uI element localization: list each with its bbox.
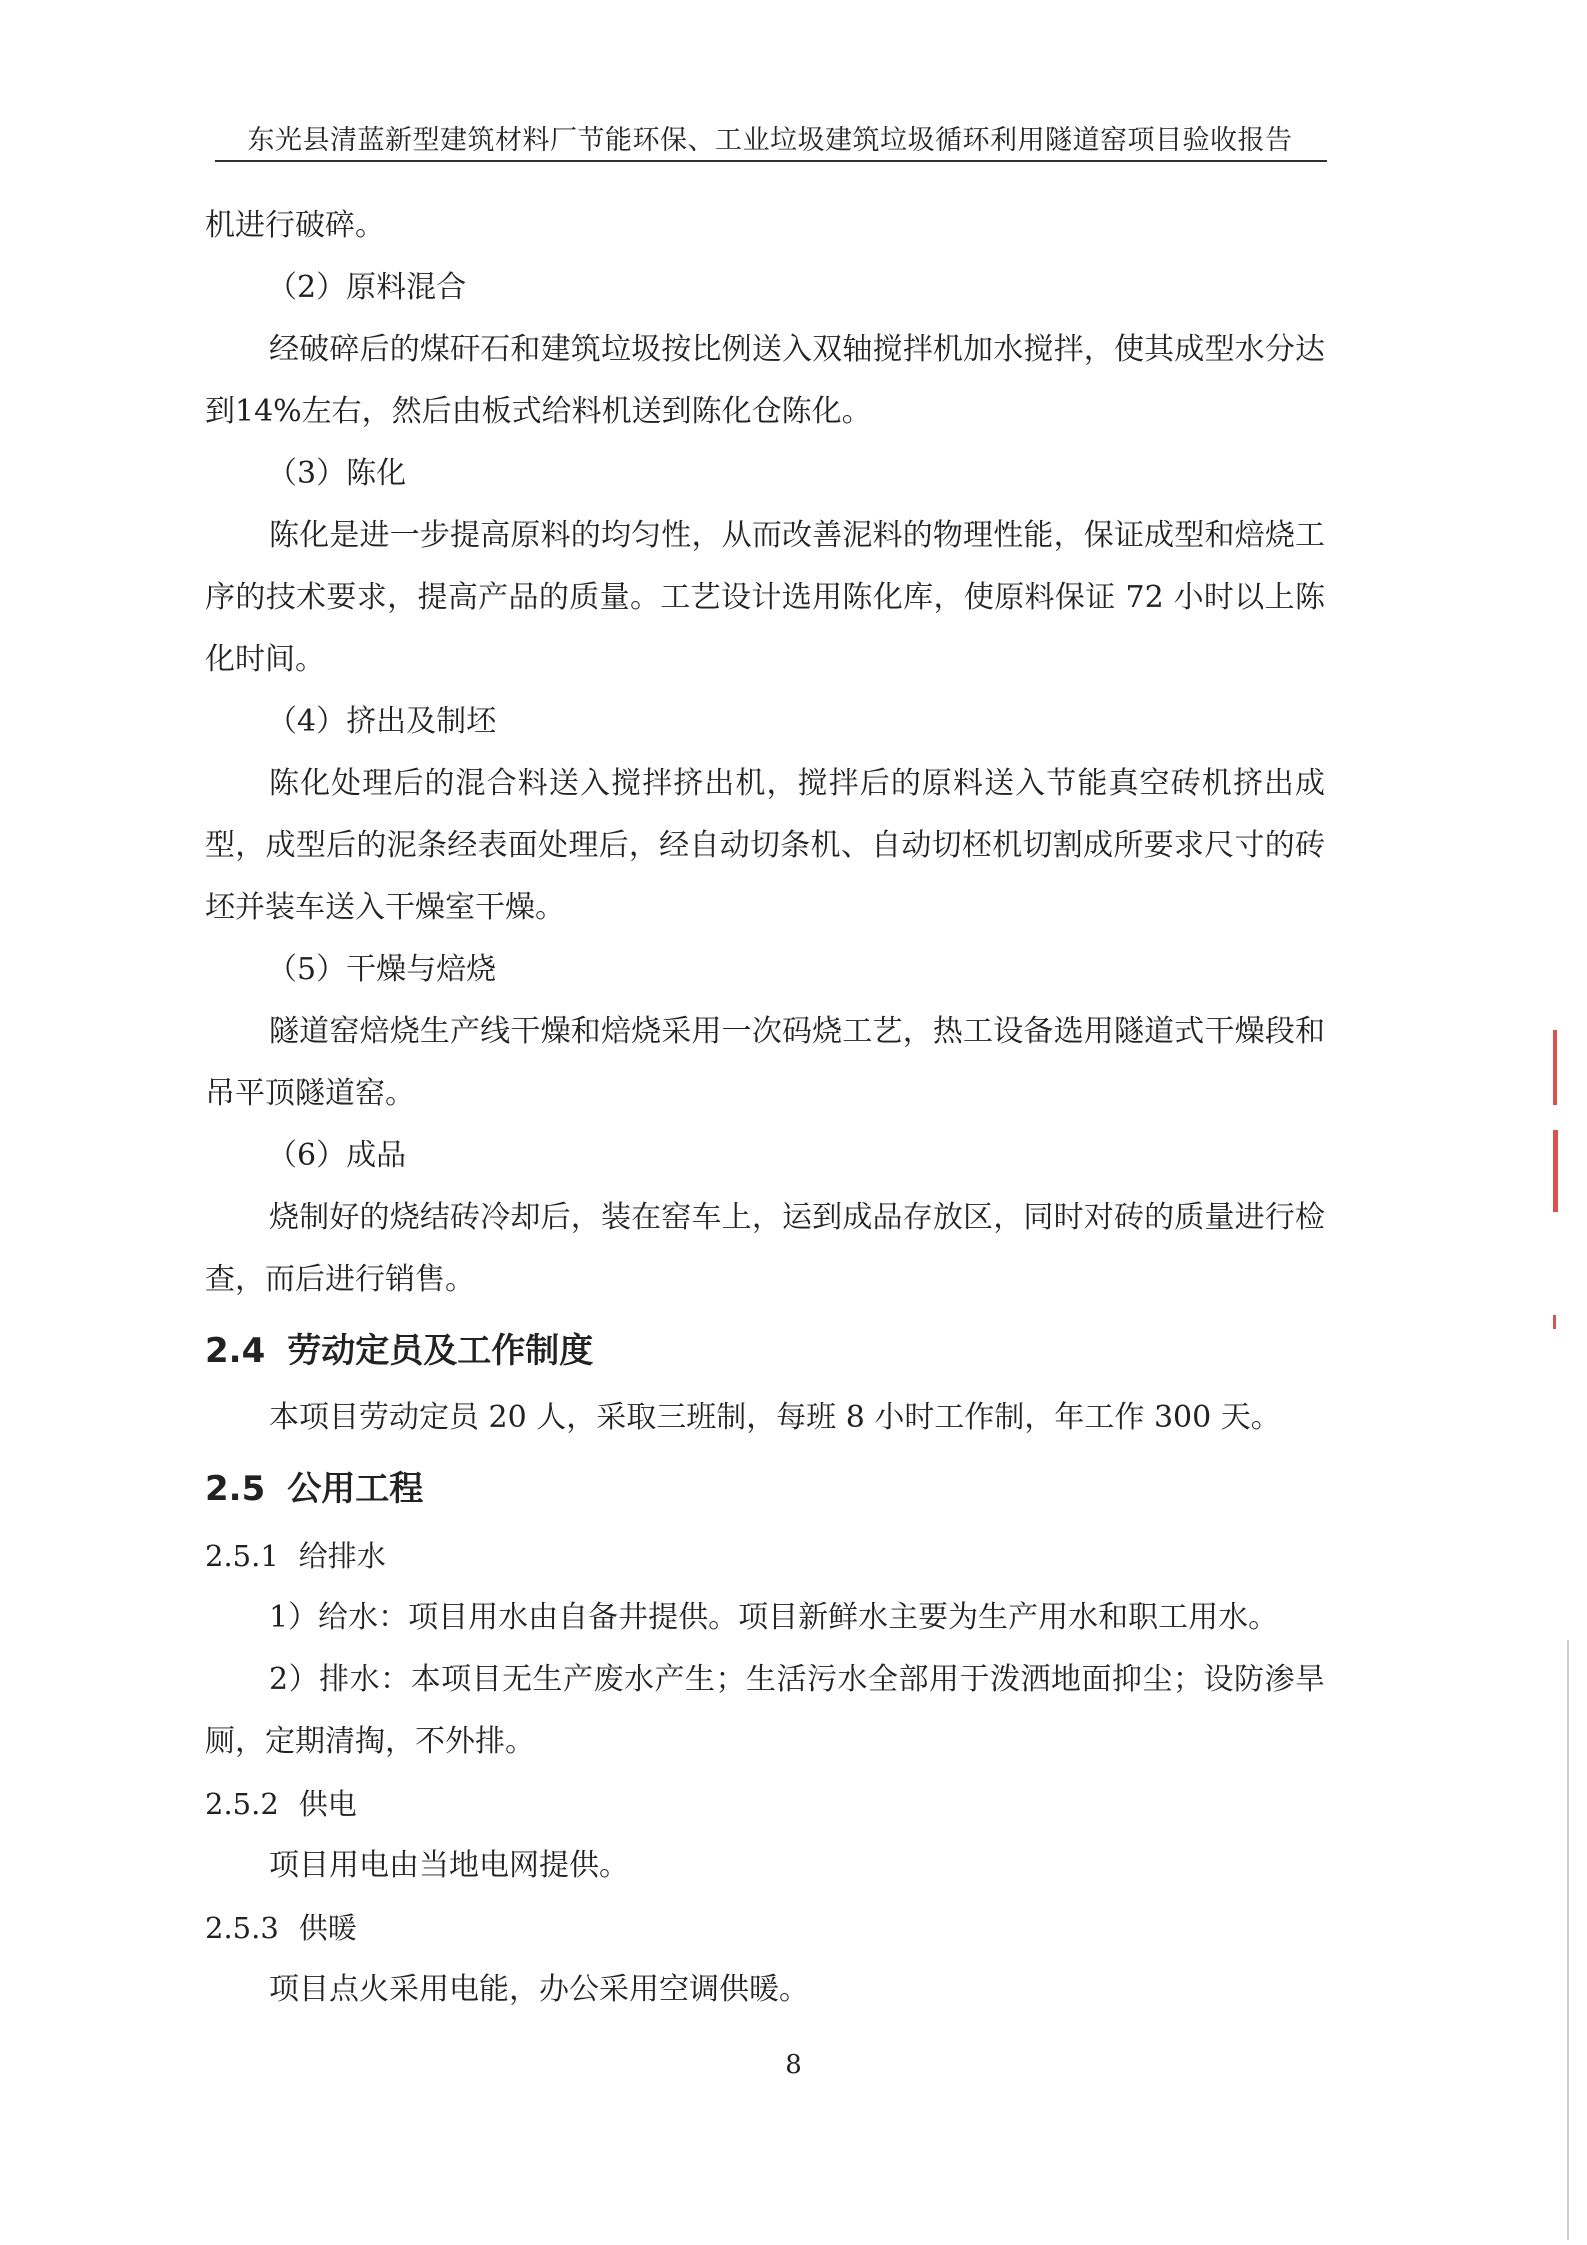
- seal-edge-mark: [1553, 1130, 1558, 1212]
- subsection-title: 供电: [298, 1787, 357, 1821]
- section-number: 2.4: [205, 1331, 266, 1371]
- paragraph-extrusion: 陈化处理后的混合料送入搅拌挤出机，搅拌后的原料送入节能真空砖机挤出成型，成型后的泥条经表面处理后，经自动切条机、自动切柸机切割成所要求尺寸的砖坯并装车送入干燥室干燥。: [205, 766, 1325, 925]
- heading-finished-product: （6）成品: [267, 1138, 407, 1173]
- heading-raw-material-mixing: （2）原料混合: [267, 270, 467, 305]
- heading-extrusion: （4）挤出及制坯: [267, 704, 497, 739]
- paragraph-staffing: 本项目劳动定员 20 人，采取三班制，每班 8 小时工作制，年工作 300 天。: [269, 1400, 1281, 1435]
- paragraph-aging: 陈化是进一步提高原料的均匀性，从而改善泥料的物理性能，保证成型和焙烧工序的技术要求，提高产品的质量。工艺设计选用陈化库，使原料保证 72 小时以上陈化时间。: [205, 518, 1325, 677]
- paragraph-drainage: 2）排水：本项目无生产废水产生；生活污水全部用于泼洒地面抑尘；设防渗旱厕，定期清掏，不外排。: [205, 1662, 1325, 1759]
- subsection-number: 2.5.2: [205, 1787, 279, 1821]
- paragraph-continuation: 机进行破碎。: [205, 208, 385, 243]
- seal-edge-mark: [1553, 1030, 1557, 1105]
- heading-aging: （3）陈化: [267, 456, 407, 491]
- page-number: 8: [785, 2050, 802, 2080]
- section-heading-2-5: [205, 1453, 1325, 1525]
- section-title: 劳动定员及工作制度: [287, 1331, 594, 1371]
- subsection-number: 2.5.1: [205, 1539, 279, 1573]
- paragraph-mixing: 经破碎后的煤矸石和建筑垃圾按比例送入双轴搅拌机加水搅拌，使其成型水分达到14%左右，然后由板式给料机送到陈化仓陈化。: [205, 332, 1325, 429]
- subsection-heading-2-5-1: [205, 1525, 1325, 1587]
- subsection-heading-2-5-3: [205, 1897, 1325, 1959]
- running-header: 东光县清蓝新型建筑材料厂节能环保、工业垃圾建筑垃圾循环利用隧道窑项目验收报告: [247, 125, 1293, 156]
- seal-edge-mark: [1553, 1315, 1556, 1329]
- header-rule: [215, 160, 1327, 162]
- paragraph-heating: 项目点火采用电能，办公采用空调供暖。: [269, 1972, 809, 2007]
- paragraph-finished-product: 烧制好的烧结砖冷却后，装在窑车上，运到成品存放区，同时对砖的质量进行检查，而后进行销售。: [205, 1200, 1325, 1297]
- paragraph-water-supply: 1）给水：项目用水由自备井提供。项目新鲜水主要为生产用水和职工用水。: [269, 1600, 1279, 1635]
- page-body: [205, 195, 1325, 2021]
- scan-edge-line: [1567, 1640, 1569, 2240]
- section-title: 公用工程: [287, 1469, 424, 1509]
- subsection-heading-2-5-2: [205, 1773, 1325, 1835]
- subsection-title: 供暖: [298, 1911, 357, 1945]
- section-heading-2-4: [205, 1315, 1325, 1387]
- subsection-title: 给排水: [298, 1539, 386, 1573]
- heading-drying-firing: （5）干燥与焙烧: [267, 952, 497, 987]
- paragraph-drying-firing: 隧道窑焙烧生产线干燥和焙烧采用一次码烧工艺，热工设备选用隧道式干燥段和吊平顶隧道窑。: [205, 1014, 1325, 1111]
- paragraph-power-supply: 项目用电由当地电网提供。: [269, 1848, 629, 1883]
- subsection-number: 2.5.3: [205, 1911, 279, 1945]
- section-number: 2.5: [205, 1469, 266, 1509]
